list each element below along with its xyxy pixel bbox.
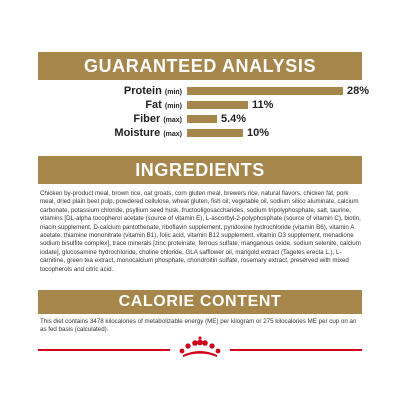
analysis-bar: [187, 115, 217, 123]
analysis-row-fat: [38, 98, 362, 112]
guaranteed-analysis-title: GUARANTEED ANALYSIS: [83, 55, 317, 76]
analysis-row-fiber: [38, 112, 362, 126]
guaranteed-analysis-banner: [38, 52, 362, 80]
analysis-value: 28%: [347, 85, 370, 97]
footer-divider-left: [38, 349, 170, 351]
analysis-value: 10%: [247, 127, 270, 139]
ingredients-banner: [38, 156, 362, 184]
royal-canin-crown-icon: [175, 335, 225, 359]
analysis-label: Moisture (max): [114, 127, 182, 139]
calorie-content-title: CALORIE CONTENT: [118, 293, 282, 310]
analysis-row-moisture: [38, 126, 362, 140]
analysis-row-protein: [38, 84, 370, 98]
calorie-content-text: This diet contains 3478 kilocalories of metabolizable energy (ME) per kilogram or 275 kilocalories ME per cup on an as fed basis (calculated).: [40, 318, 357, 334]
analysis-value: 5.4%: [221, 113, 247, 125]
analysis-bar: [187, 129, 243, 137]
analysis-label: Fat (min): [145, 99, 182, 111]
analysis-bar: [187, 101, 248, 109]
analysis-label: Protein (min): [123, 85, 182, 97]
ingredients-title: INGREDIENTS: [135, 159, 265, 180]
calorie-content-banner: [38, 290, 362, 314]
ingredients-list: Chicken by-product meal, brown rice, oat groats, corn gluten meal, brewers rice, natural flavors, chicken fat, pork meal, dried plain beet pulp, powdered cellulose, wheat gluten, fish oil, vegetable oil, sodium silico aluminate, calcium carbonate, potassium chloride, psyllium seed husk, fructooligosaccharides, sodium tripolyphosphate, salt, taurine, vitamins [DL-alpha tocopherol acetate (source of vitamin E), L-ascorbyl-2-polyphosphate (source of vitamin C), biotin, niacin supplement, D-calcium pantothenate, riboflavin supplement, pyridoxine hydrochloride (vitamin B6), vitamin A acetate, thiamine mononitrate (vitamin B1), folic acid, vitamin B12 supplement, vitamin D3 supplement, menadione sodium bisulfite complex], trace minerals [zinc proteinate, ferrous sulfate, manganous oxide, sodium selenite, calcium iodate], glucosamine hydrochloride, choline chloride, GLA safflower oil, marigold extract (Tagetes erecta L.), L-carnitine, green tea extract, monocalcium phosphate, chondroitin sulfate, rosemary extract, preserved with mixed tocopherols and citric acid.: [40, 190, 361, 273]
analysis-value: 11%: [252, 99, 274, 111]
analysis-label: Fiber (max): [133, 113, 182, 125]
analysis-bar: [187, 87, 343, 95]
footer-divider-right: [230, 349, 362, 351]
